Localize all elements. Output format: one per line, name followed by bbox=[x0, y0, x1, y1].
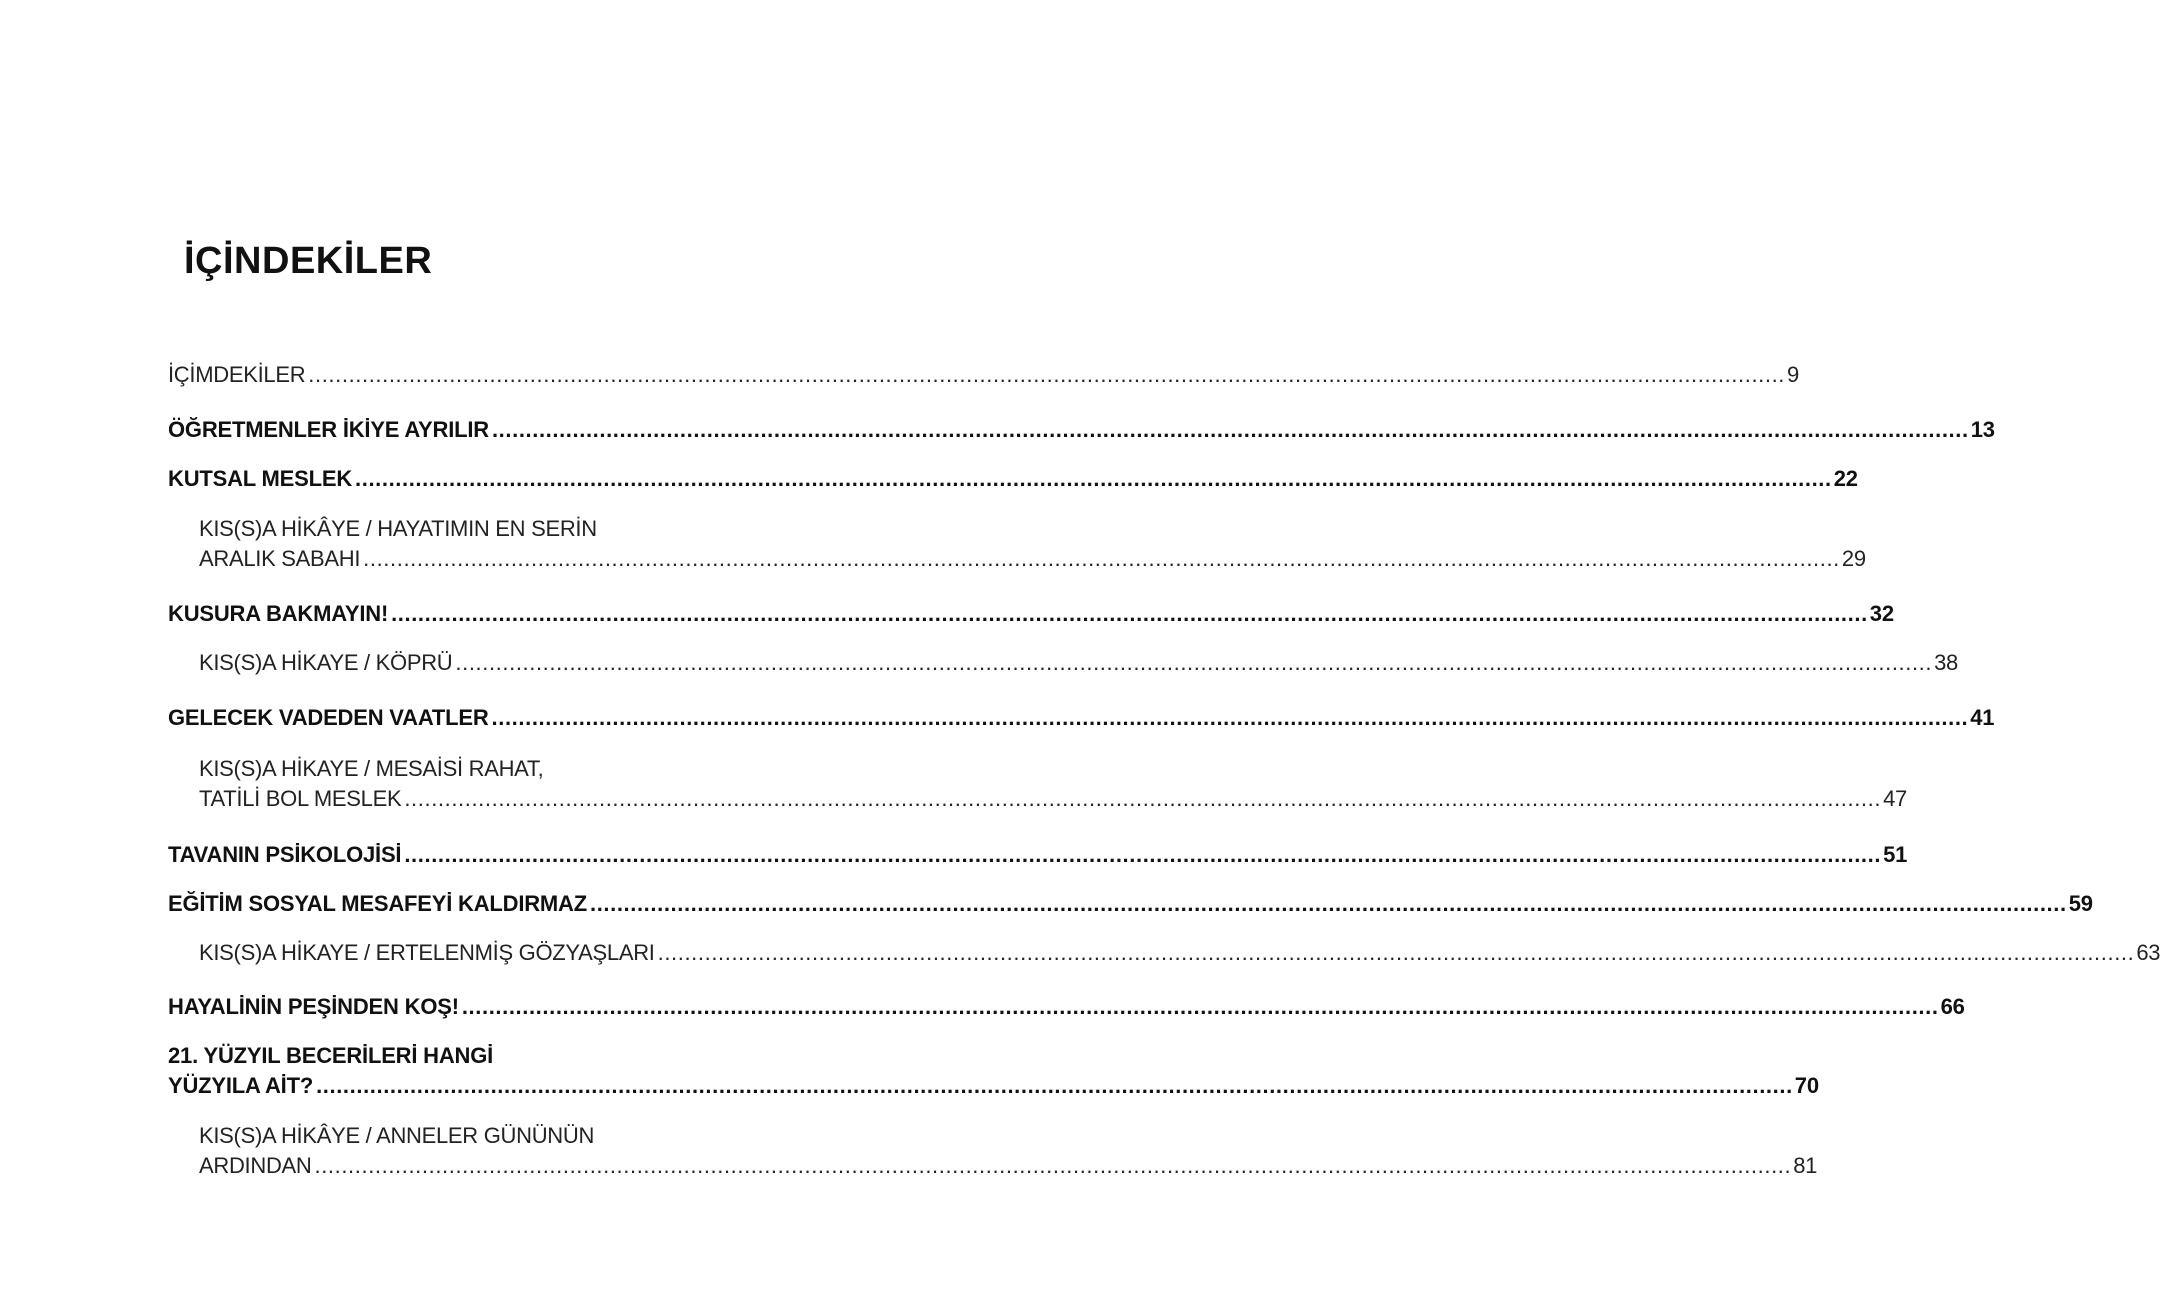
toc-entry[interactable] bbox=[199, 546, 1866, 572]
toc-entry-title: GELECEK VADEDEN VAATLER bbox=[168, 705, 489, 730]
dot-leader: ............................................................................................................................................................................................................................ bbox=[355, 466, 1832, 491]
page-number: 66 bbox=[1940, 994, 1965, 1019]
toc-entry[interactable] bbox=[168, 362, 1799, 388]
page-number: 81 bbox=[1793, 1153, 1818, 1178]
toc-entry-title-line[interactable] bbox=[199, 756, 724, 782]
dot-leader: ............................................................................................................................................................................................................................ bbox=[308, 362, 1786, 387]
toc-entry-title: KIS(S)A HİKAYE / KÖPRÜ bbox=[199, 650, 453, 675]
page-number: 13 bbox=[1970, 417, 1995, 442]
toc-entry[interactable] bbox=[199, 940, 2160, 966]
page-number: 32 bbox=[1869, 601, 1894, 626]
toc-entry-title-continued: ARDINDAN bbox=[199, 1153, 312, 1178]
toc-entry[interactable] bbox=[168, 601, 1894, 627]
toc-entry[interactable] bbox=[168, 994, 1965, 1020]
toc-entry[interactable] bbox=[199, 1153, 1818, 1179]
dot-leader: ............................................................................................................................................................................................................................ bbox=[657, 940, 2135, 965]
toc-entry[interactable] bbox=[168, 842, 1908, 868]
toc-entry-title-line[interactable] bbox=[199, 516, 724, 542]
dot-leader: ............................................................................................................................................................................................................................ bbox=[491, 705, 1969, 730]
page-title: İÇİNDEKİLER bbox=[184, 240, 433, 282]
toc-entry[interactable] bbox=[168, 1073, 1819, 1099]
toc-entry-title: KIS(S)A HİKÂYE / ANNELER GÜNÜNÜN bbox=[199, 1123, 595, 1148]
toc-entry[interactable] bbox=[168, 891, 2093, 917]
page-number: 22 bbox=[1833, 466, 1858, 491]
toc-entry[interactable] bbox=[199, 650, 1958, 676]
page-number: 59 bbox=[2068, 891, 2093, 916]
toc-entry-title: ÖĞRETMENLER İKİYE AYRILIR bbox=[168, 417, 489, 442]
page-number: 63 bbox=[2136, 940, 2160, 965]
toc-entry-title: EĞİTİM SOSYAL MESAFEYİ KALDIRMAZ bbox=[168, 891, 587, 916]
dot-leader: ............................................................................................................................................................................................................................ bbox=[363, 546, 1840, 571]
page-number: 29 bbox=[1841, 546, 1866, 571]
page-number: 51 bbox=[1883, 842, 1908, 867]
toc-entry[interactable] bbox=[168, 417, 1995, 443]
toc-entry-title: KIS(S)A HİKAYE / MESAİSİ RAHAT, bbox=[199, 756, 544, 781]
toc-entry-title: KIS(S)A HİKÂYE / HAYATIMIN EN SERİN bbox=[199, 516, 597, 541]
toc-entry-title-line[interactable] bbox=[168, 1043, 724, 1069]
dot-leader: ............................................................................................................................................................................................................................ bbox=[491, 417, 1969, 442]
dot-leader: ............................................................................................................................................................................................................................ bbox=[589, 891, 2067, 916]
toc-entry-title-line[interactable] bbox=[199, 1123, 724, 1149]
toc-entry-title: KUSURA BAKMAYIN! bbox=[168, 601, 389, 626]
toc-entry-title: 21. YÜZYIL BECERİLERİ HANGİ bbox=[168, 1043, 494, 1068]
dot-leader: ............................................................................................................................................................................................................................ bbox=[391, 601, 1868, 626]
toc-entry[interactable] bbox=[199, 786, 1907, 812]
toc-entry-title: KIS(S)A HİKAYE / ERTELENMİŞ GÖZYAŞLARI bbox=[199, 940, 655, 965]
page-number: 9 bbox=[1787, 362, 1799, 387]
page-number: 70 bbox=[1794, 1073, 1819, 1098]
toc-entry-title: HAYALİNİN PEŞİNDEN KOŞ! bbox=[168, 994, 459, 1019]
dot-leader: ............................................................................................................................................................................................................................ bbox=[455, 650, 1933, 675]
dot-leader: ............................................................................................................................................................................................................................ bbox=[461, 994, 1939, 1019]
dot-leader: ............................................................................................................................................................................................................................ bbox=[404, 786, 1882, 811]
page-number: 38 bbox=[1934, 650, 1958, 675]
toc-entry-title-continued: TATİLİ BOL MESLEK bbox=[199, 786, 402, 811]
dot-leader: ............................................................................................................................................................................................................................ bbox=[316, 1073, 1793, 1098]
dot-leader: ............................................................................................................................................................................................................................ bbox=[404, 842, 1882, 867]
toc-entry-title-continued: YÜZYILA AİT? bbox=[168, 1073, 314, 1098]
toc-entry-title: İÇİMDEKİLER bbox=[168, 362, 306, 387]
page-number: 47 bbox=[1883, 786, 1907, 811]
page-number: 41 bbox=[1970, 705, 1995, 730]
toc-entry-title: TAVANIN PSİKOLOJİSİ bbox=[168, 842, 402, 867]
toc-entry-title: KUTSAL MESLEK bbox=[168, 466, 353, 491]
toc-entry-title-continued: ARALIK SABAHI bbox=[199, 546, 361, 571]
toc-entry[interactable] bbox=[168, 466, 1858, 492]
toc-entry[interactable] bbox=[168, 705, 1995, 731]
dot-leader: ............................................................................................................................................................................................................................ bbox=[314, 1153, 1792, 1178]
